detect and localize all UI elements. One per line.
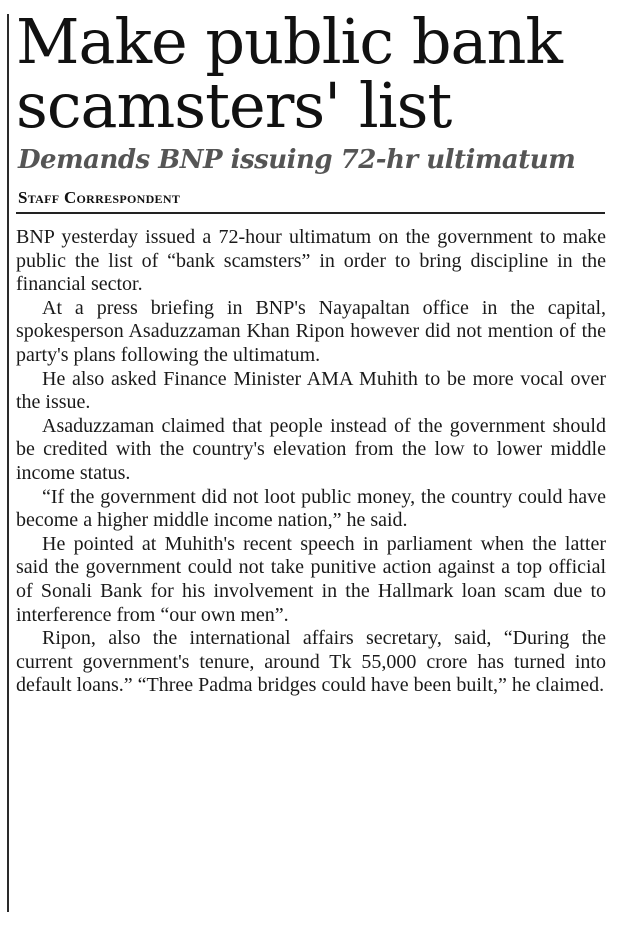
article-body bbox=[16, 226, 606, 698]
paragraph-4: Asaduzzaman claimed that people instead of the government should be credited with the country's elevation from the low to lower middle income status. bbox=[16, 414, 606, 484]
headline bbox=[16, 5, 606, 142]
paragraph-6: He pointed at Muhith's recent speech in parliament when the latter said the government could not take punitive action against a top official of Sonali Bank for his involvement in the Hallmark loan scam due to interference from “our own men”. bbox=[16, 532, 606, 626]
headline-line-1: Make public bank bbox=[16, 5, 562, 78]
byline: Staff Correspondent bbox=[18, 188, 181, 207]
article bbox=[16, 5, 606, 698]
headline-line-2: scamsters' list bbox=[16, 69, 452, 142]
paragraph-5: “If the government did not loot public money, the country could have become a higher middle income nation,” he said. bbox=[16, 485, 606, 532]
subheadline: Demands BNP issuing 72-hr ultimatum bbox=[18, 145, 576, 175]
paragraph-3: He also asked Finance Minister AMA Muhith to be more vocal over the issue. bbox=[16, 367, 606, 414]
paragraph-2: At a press briefing in BNP's Nayapaltan office in the capital, spokesperson Asaduzzaman Khan Ripon however did not mention of the party's plans following the ultimatum. bbox=[16, 296, 606, 366]
byline-divider bbox=[16, 212, 605, 214]
column-rule bbox=[7, 14, 9, 912]
paragraph-7: Ripon, also the international affairs secretary, said, “During the current government's tenure, around Tk 55,000 crore has turned into default loans.” “Three Padma bridges could have been built,” he claimed. bbox=[16, 627, 606, 697]
paragraph-1: BNP yesterday issued a 72-hour ultimatum on the government to make public the list of “bank scamsters” in order to bring discipline in the financial sector. bbox=[16, 226, 606, 296]
